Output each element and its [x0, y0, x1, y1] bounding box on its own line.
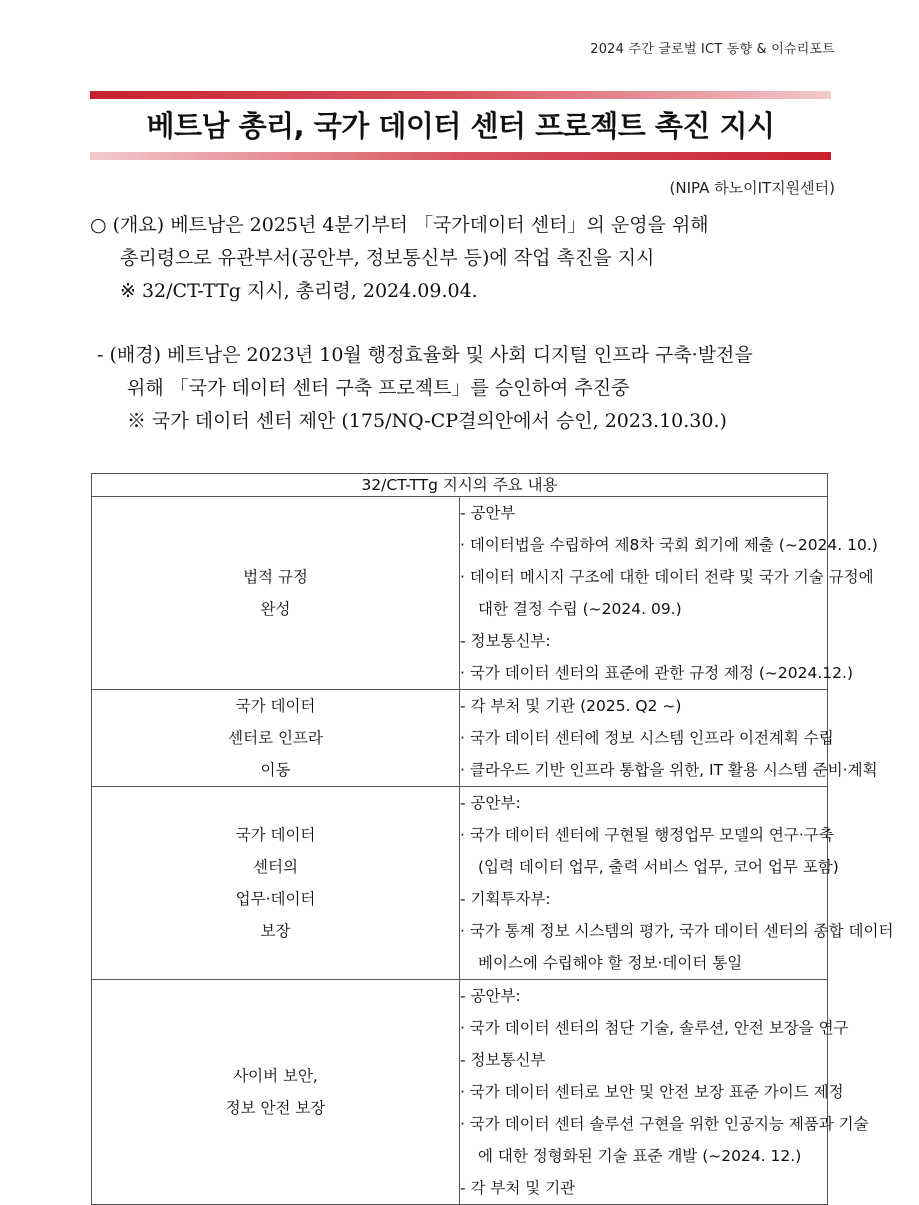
content-line: · 국가 데이터 센터에 정보 시스템 인프라 이전계획 수립: [460, 729, 834, 747]
content-line: · 국가 데이터 센터의 표준에 관한 규정 제정 (~2024.12.): [460, 664, 853, 682]
content-line: · 국가 데이터 센터 솔루션 구현을 위한 인공지능 제품과 기술: [460, 1115, 869, 1133]
category-cell: [92, 497, 460, 690]
table-row-security: [92, 980, 828, 1205]
content-line: 베이스에 수립해야 할 정보·데이터 통일: [478, 954, 743, 972]
background-note: ※ 국가 데이터 센터 제안 (175/NQ-CP결의안에서 승인, 2023.10.30.): [127, 410, 727, 432]
category-cell: [92, 690, 460, 787]
table-row-legal: [92, 497, 828, 690]
content-line: · 국가 데이터 센터의 첨단 기술, 솔루션, 안전 보장을 연구: [460, 1019, 849, 1037]
table-header: 32/CT-TTg 지시의 주요 내용: [92, 474, 828, 497]
report-header-note: 2024 주간 글로벌 ICT 동향 & 이슈리포트: [590, 42, 835, 57]
category-text: 완성: [260, 600, 291, 618]
source-label: (NIPA 하노이IT지원센터): [669, 179, 835, 197]
content-line: · 데이터 메시지 구조에 대한 데이터 전략 및 국가 기술 규정에: [460, 568, 874, 586]
content-line: (입력 데이터 업무, 출력 서비스 업무, 코어 업무 포함): [478, 858, 839, 876]
overview-line-2: 총리령으로 유관부서(공안부, 정보통신부 등)에 작업 촉진을 지시: [120, 247, 655, 269]
content-line: - 공안부:: [460, 794, 521, 812]
content-line: · 국가 통계 정보 시스템의 평가, 국가 데이터 센터의 종합 데이터: [460, 922, 894, 940]
content-cell: [460, 497, 878, 690]
content-cell: [460, 787, 894, 980]
category-text: 국가 데이터: [235, 697, 316, 715]
content-line: - 각 부처 및 기관: [460, 1179, 576, 1197]
directive-table: [91, 473, 894, 1205]
category-text: 국가 데이터: [235, 826, 316, 844]
category-cell: [92, 787, 460, 980]
category-text: 이동: [260, 761, 291, 779]
content-line: · 데이터법을 수립하여 제8차 국회 회기에 제출 (~2024. 10.): [460, 536, 878, 554]
title-bottom-bar: [90, 152, 831, 160]
category-text: 보장: [260, 922, 291, 940]
category-text: 센터의: [253, 858, 298, 876]
content-cell: [460, 980, 869, 1205]
category-text: 사이버 보안,: [233, 1067, 318, 1085]
title-top-bar: [90, 91, 831, 99]
content-line: - 공안부: [460, 504, 516, 522]
background-section: [97, 339, 847, 438]
category-cell: [92, 980, 460, 1205]
category-text: 법적 규정: [243, 568, 308, 586]
content-cell: [460, 690, 878, 787]
content-line: - 공안부:: [460, 987, 521, 1005]
content-line: 에 대한 정형화된 기술 표준 개발 (~2024. 12.): [478, 1147, 802, 1165]
background-line-2: 위해 「국가 데이터 센터 구축 프로젝트」를 승인하여 추진중: [127, 377, 630, 399]
overview-line-1: ○ (개요) 베트남은 2025년 4분기부터 「국가데이터 센터」의 운영을 위해: [90, 214, 709, 236]
page-title: 베트남 총리, 국가 데이터 센터 프로젝트 촉진 지시: [146, 109, 775, 143]
content-line: - 정보통신부:: [460, 632, 551, 650]
table-row-operations: [92, 787, 828, 980]
content-line: - 정보통신부: [460, 1051, 546, 1069]
category-text: 업무·데이터: [235, 890, 316, 908]
background-line-1: - (배경) 베트남은 2023년 10월 행정효율화 및 사회 디지털 인프라 구축·발전을: [97, 344, 753, 366]
content-line: · 국가 데이터 센터로 보안 및 안전 보장 표준 가이드 제정: [460, 1083, 844, 1101]
content-line: - 각 부처 및 기관 (2025. Q2 ~): [460, 697, 682, 715]
content-line: · 국가 데이터 센터에 구현될 행정업무 모델의 연구·구축: [460, 826, 834, 844]
category-text: 정보 안전 보장: [225, 1099, 326, 1117]
content-line: - 기획투자부:: [460, 890, 551, 908]
table-row-infrastructure: [92, 690, 828, 787]
content-line: · 클라우드 기반 인프라 통합을 위한, IT 활용 시스템 준비·계획: [460, 761, 878, 779]
overview-section: [90, 209, 840, 308]
overview-note: ※ 32/CT-TTg 지시, 총리령, 2024.09.04.: [120, 280, 478, 302]
category-text: 센터로 인프라: [228, 729, 323, 747]
content-line: 대한 결정 수립 (~2024. 09.): [478, 600, 682, 618]
